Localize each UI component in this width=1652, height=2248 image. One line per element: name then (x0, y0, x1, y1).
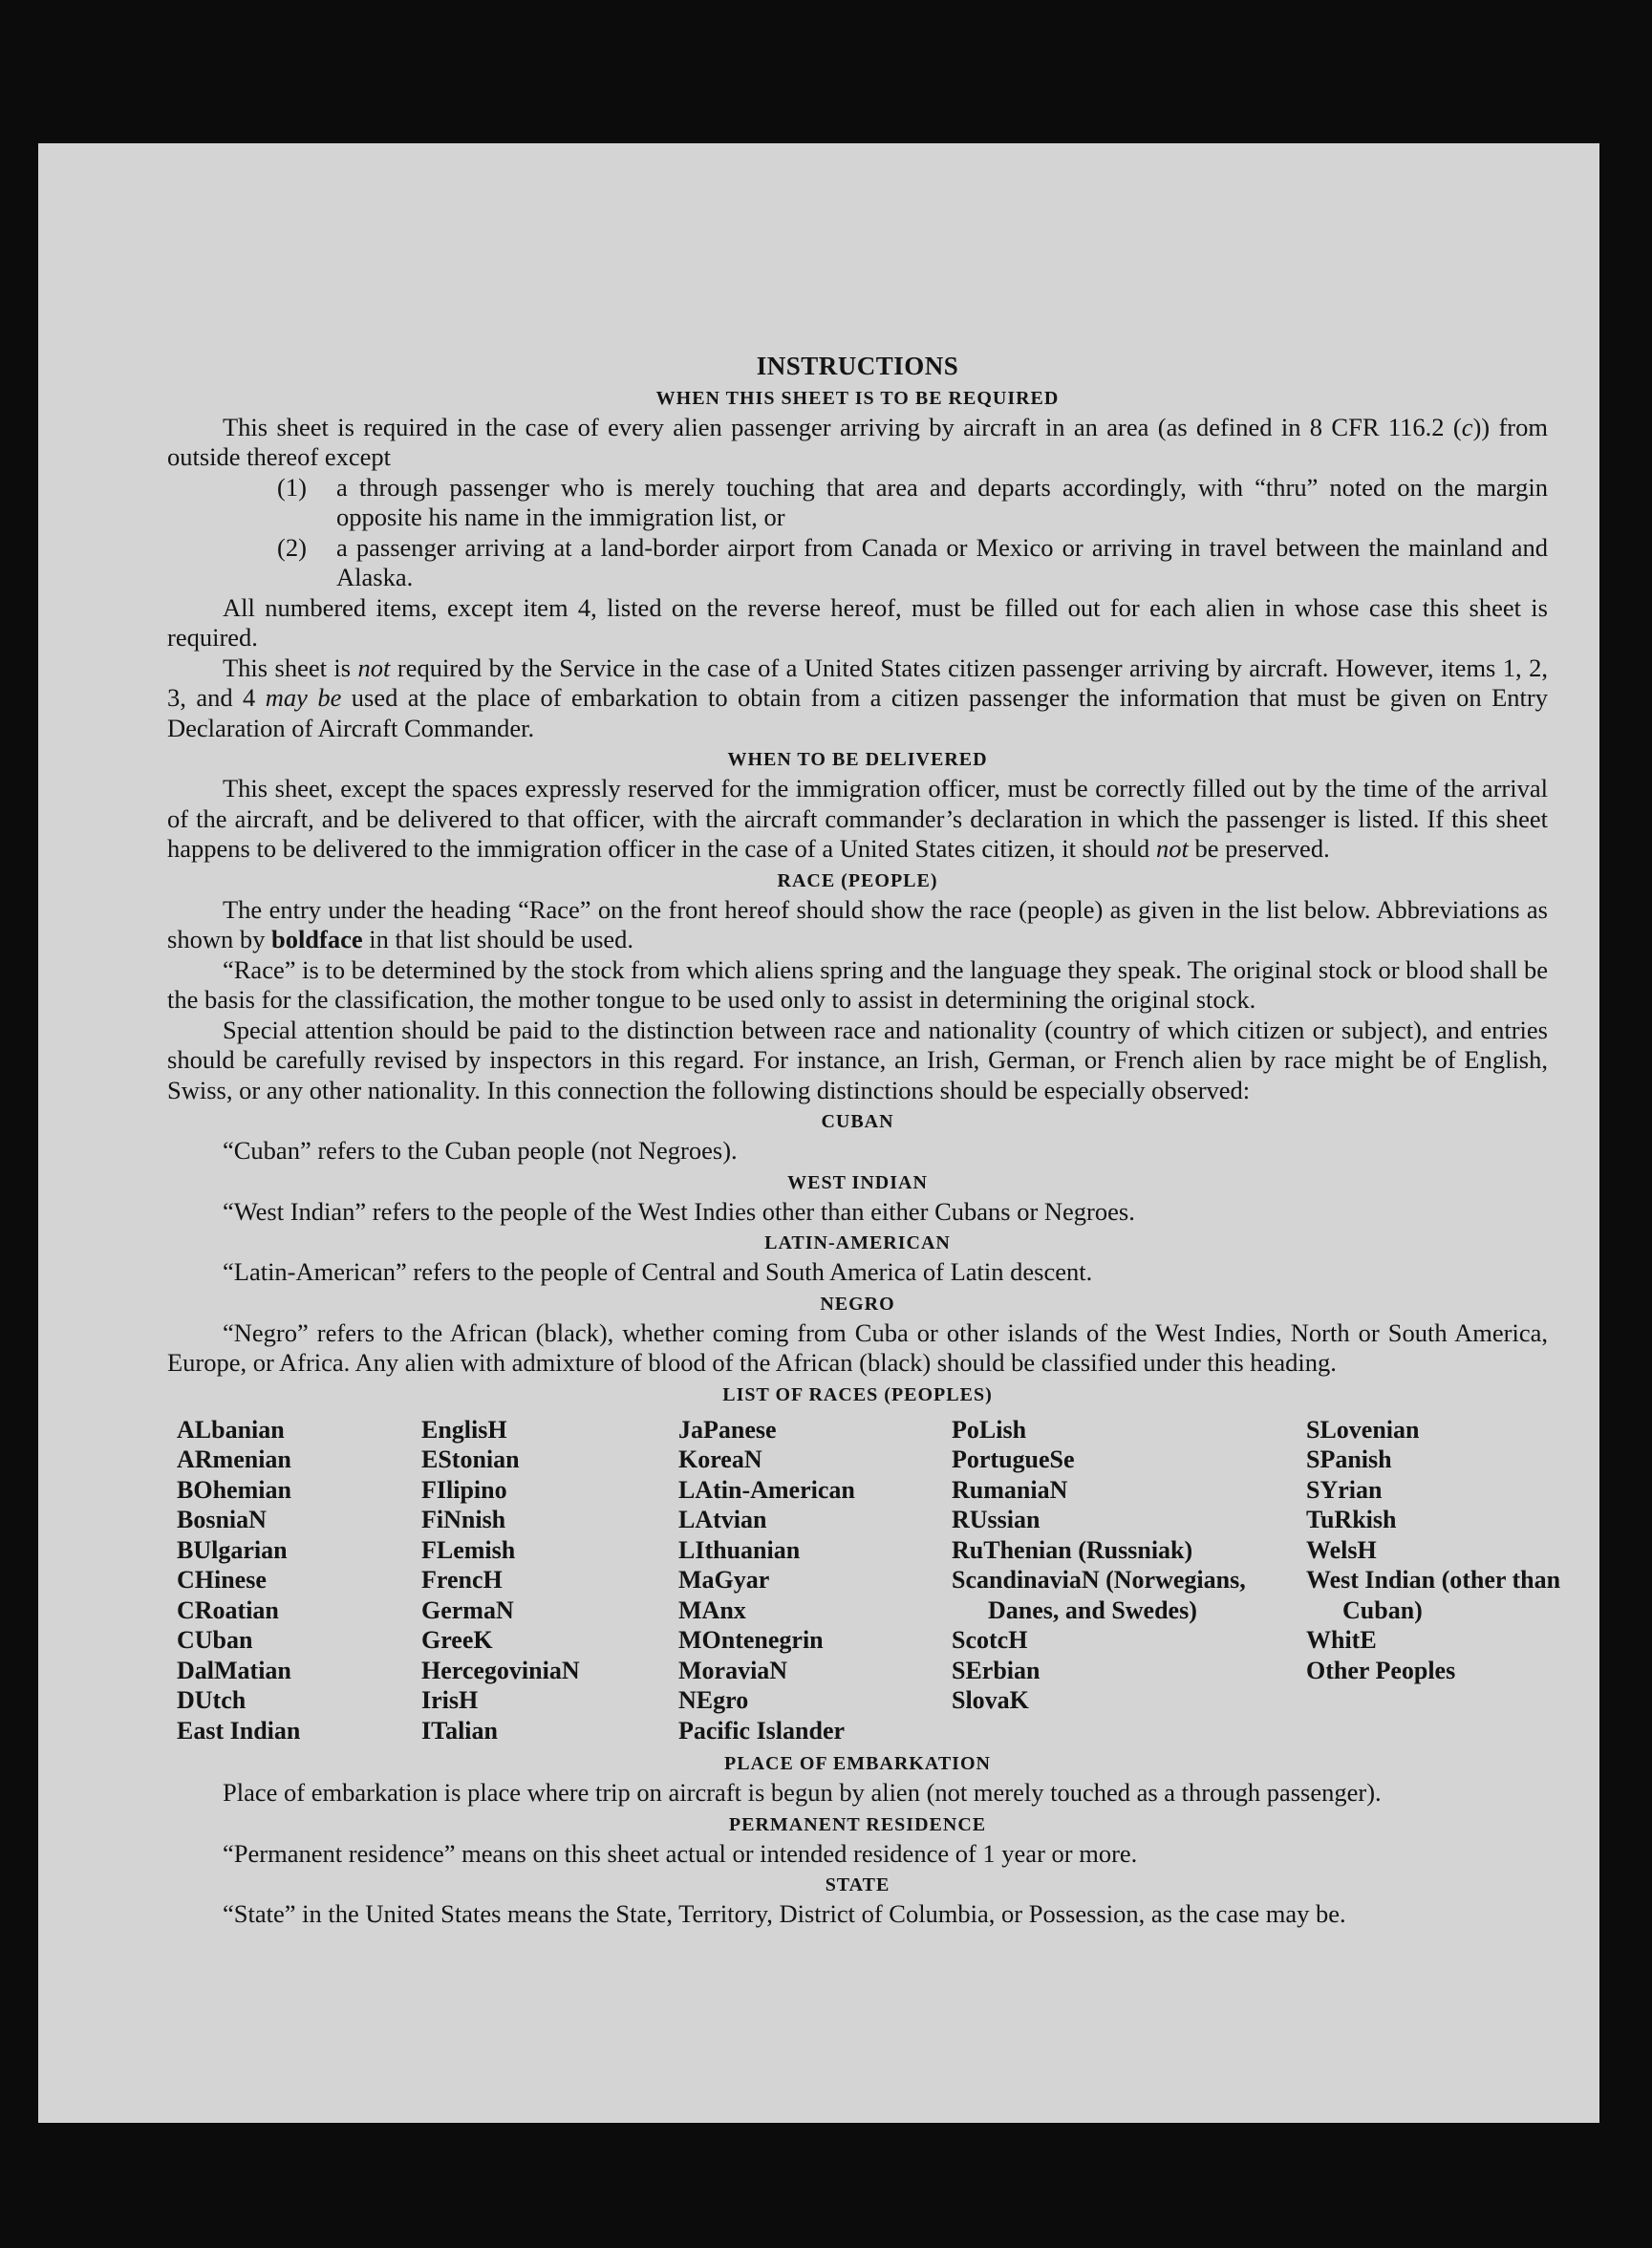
race-entry: CUban (177, 1626, 253, 1654)
race-entry: EnglisH (421, 1415, 507, 1444)
section-heading: PLACE OF EMBARKATION (724, 1753, 991, 1774)
paragraph (167, 1197, 1548, 1228)
paragraph (167, 1839, 1548, 1870)
section-heading: LATIN-AMERICAN (764, 1232, 951, 1253)
race-entry: BUlgarian (177, 1535, 288, 1564)
paragraph (167, 1899, 1548, 1930)
race-entry: PoLish (952, 1415, 1027, 1444)
section-heading: WEST INDIAN (787, 1171, 928, 1193)
paragraph (167, 1136, 1548, 1167)
race-entry: LAtin-American (678, 1475, 855, 1504)
race-entry: West Indian (other than Cuban) (1306, 1566, 1561, 1624)
race-entry: RuThenian (Russniak) (952, 1535, 1193, 1564)
paragraph (167, 1318, 1548, 1379)
text-run: Place of embarkation is place where trip on aircraft is begun by alien (not merely touched as a through passenger). (223, 1778, 1382, 1807)
races-column (952, 1415, 1306, 1746)
race-entry: JaPanese (678, 1415, 777, 1444)
numbered-item (167, 533, 1548, 593)
race-entry: MAnx (678, 1595, 746, 1624)
text-run: a through passenger who is merely touching that area and departs accordingly, with “thru” noted on the margin opposite his name in the immigration list, or (336, 472, 1548, 531)
text-run: “West Indian” refers to the people of the West Indies other than either Cubans or Negroes. (223, 1196, 1135, 1226)
italic-text: may be (265, 683, 342, 712)
paragraph (167, 653, 1548, 744)
races-column (1306, 1415, 1583, 1746)
text-run: The entry under the heading “Race” on the front hereof should show the race (people) as given in the list below. Abbreviations as shown by (167, 894, 1548, 953)
text-run: used at the place of embarkation to obtain from a citizen passenger the information that must be given on Entry Declaration of Aircraft Commander. (167, 683, 1548, 742)
race-entry: IrisH (421, 1686, 479, 1714)
text-run: “Permanent residence” means on this sheet actual or intended residence of 1 year or more. (223, 1838, 1138, 1868)
section-heading: WHEN TO BE DELIVERED (727, 749, 988, 770)
text-run: required by the Service in the case of a United States citizen passenger arriving by aircraft. However, items 1, 2, 3, and 4 (167, 653, 1548, 712)
text-run: All numbered items, except item 4, listed on the reverse hereof, must be filled out for each alien in whose case this sheet is required. (167, 592, 1548, 652)
race-entry: FLemish (421, 1535, 516, 1564)
race-entry: DUtch (177, 1686, 247, 1714)
race-entry: NEgro (678, 1686, 749, 1714)
instructions-content (167, 352, 1561, 1930)
race-entry: SErbian (952, 1656, 1041, 1684)
race-entry: SYrian (1306, 1475, 1383, 1504)
race-entry: East Indian (177, 1716, 301, 1745)
text-run: in that list should be used. (362, 925, 634, 953)
italic-text: not (357, 653, 391, 682)
section-heading: RACE (PEOPLE) (777, 869, 938, 891)
race-entry: SPanish (1306, 1445, 1392, 1473)
text-run: “Negro” refers to the African (black), whether coming from Cuba or other islands of the West Indies, North or South America, Europe, or Africa. Any alien with admixture of blood of the African (black) should be classified under this heading. (167, 1317, 1548, 1377)
race-entry: TuRkish (1306, 1506, 1397, 1533)
item-number: (1) (277, 472, 307, 502)
race-entry: RUssian (952, 1506, 1041, 1533)
race-entry: SlovaK (952, 1686, 1029, 1714)
race-entry: LAtvian (678, 1506, 767, 1533)
race-entry: ScandinaviaN (Norwegians, Danes, and Swedes) (952, 1566, 1246, 1624)
text-run: be preserved. (1188, 834, 1330, 863)
paragraph (167, 1016, 1548, 1106)
race-entry: DalMatian (177, 1656, 291, 1684)
race-entry: WelsH (1306, 1535, 1377, 1564)
paragraph (167, 1778, 1548, 1809)
races-column (678, 1415, 952, 1746)
race-entry: GreeK (421, 1626, 493, 1654)
section-heading: CUBAN (821, 1111, 894, 1132)
race-entry: SLovenian (1306, 1415, 1420, 1444)
paragraph (167, 1257, 1548, 1288)
race-entry: ALbanian (177, 1415, 285, 1444)
paragraph (167, 413, 1548, 473)
races-list (177, 1415, 1561, 1746)
race-entry: KoreaN (678, 1445, 762, 1473)
race-entry: BosniaN (177, 1506, 267, 1533)
text-run: Special attention should be paid to the distinction between race and nationality (country of which citizen or subject), and entries should be carefully revised by inspectors in this regard. For instance, an Irish, German, or French alien by race might be of English, Swiss, or any other nationality. In this connection the following distinctions should be especially observed: (167, 1015, 1548, 1104)
italic-text: c (1461, 412, 1473, 441)
races-column (421, 1415, 678, 1746)
race-entry: CHinese (177, 1566, 267, 1594)
text-run: This sheet, except the spaces expressly reserved for the immigration officer, must be correctly filled out by the time of the arrival of the aircraft, and be delivered to that officer, with the aircraft commander’s declaration in which the passenger is listed. If this sheet happens to be delivered to the immigration officer in the case of a United States citizen, it should (167, 774, 1548, 863)
race-entry: ScotcH (952, 1626, 1028, 1654)
paragraph (167, 955, 1548, 1016)
item-text (336, 473, 1548, 533)
section-heading: STATE (825, 1874, 890, 1895)
paragraph (167, 774, 1548, 865)
italic-text: not (1155, 834, 1189, 863)
race-entry: Pacific Islander (678, 1716, 846, 1745)
text-run: a passenger arriving at a land-border airport from Canada or Mexico or arriving in travel between the mainland and Alaska. (336, 532, 1548, 591)
document-title: INSTRUCTIONS (756, 352, 959, 380)
text-run: This sheet is required in the case of every alien passenger arriving by aircraft in an area (as defined in 8 CFR 116.2 ( (223, 412, 1462, 441)
races-column (177, 1415, 421, 1746)
section-heading: PERMANENT RESIDENCE (728, 1813, 987, 1835)
race-entry: BOhemian (177, 1475, 291, 1504)
race-entry: EStonian (421, 1445, 520, 1473)
race-entry: Other Peoples (1306, 1656, 1456, 1684)
race-entry: FrencH (421, 1566, 503, 1594)
text-run: “Latin-American” refers to the people of Central and South America of Latin descent. (223, 1257, 1093, 1286)
race-entry: ARmenian (177, 1445, 291, 1473)
race-entry: WhitE (1306, 1626, 1377, 1654)
race-entry: GermaN (421, 1595, 514, 1624)
section-heading: NEGRO (820, 1293, 895, 1315)
item-text (336, 533, 1548, 593)
race-entry: MoraviaN (678, 1656, 788, 1684)
paragraph (167, 593, 1548, 653)
race-entry: MOntenegrin (678, 1626, 824, 1654)
races-list-heading: LIST OF RACES (PEOPLES) (722, 1383, 993, 1405)
text-run: This sheet is (223, 653, 358, 682)
race-entry: PortugueSe (952, 1445, 1075, 1473)
text-run: “Race” is to be determined by the stock from which aliens spring and the language they speak. The original stock or blood shall be the basis for the classification, the mother tongue to be used only to assist in determining the original stock. (167, 954, 1548, 1014)
race-entry: RumaniaN (952, 1475, 1068, 1504)
race-entry: CRoatian (177, 1595, 279, 1624)
section-heading: WHEN THIS SHEET IS TO BE REQUIRED (655, 387, 1060, 409)
race-entry: MaGyar (678, 1566, 770, 1594)
text-run: “State” in the United States means the State, Territory, District of Columbia, or Possession, as the case may be. (223, 1899, 1346, 1928)
race-entry: ITalian (421, 1716, 498, 1745)
race-entry: FiNnish (421, 1506, 506, 1533)
race-entry: HercegoviniaN (421, 1656, 580, 1684)
paragraph (167, 895, 1548, 955)
race-entry: LIthuanian (678, 1535, 801, 1564)
item-number: (2) (277, 532, 307, 562)
numbered-item (167, 473, 1548, 533)
race-entry: FIlipino (421, 1475, 507, 1504)
text-run: )) from outside thereof except (167, 412, 1548, 471)
text-run: “Cuban” refers to the Cuban people (not Negroes). (223, 1136, 738, 1165)
bold-text: boldface (270, 925, 363, 953)
document-page (38, 143, 1599, 2123)
